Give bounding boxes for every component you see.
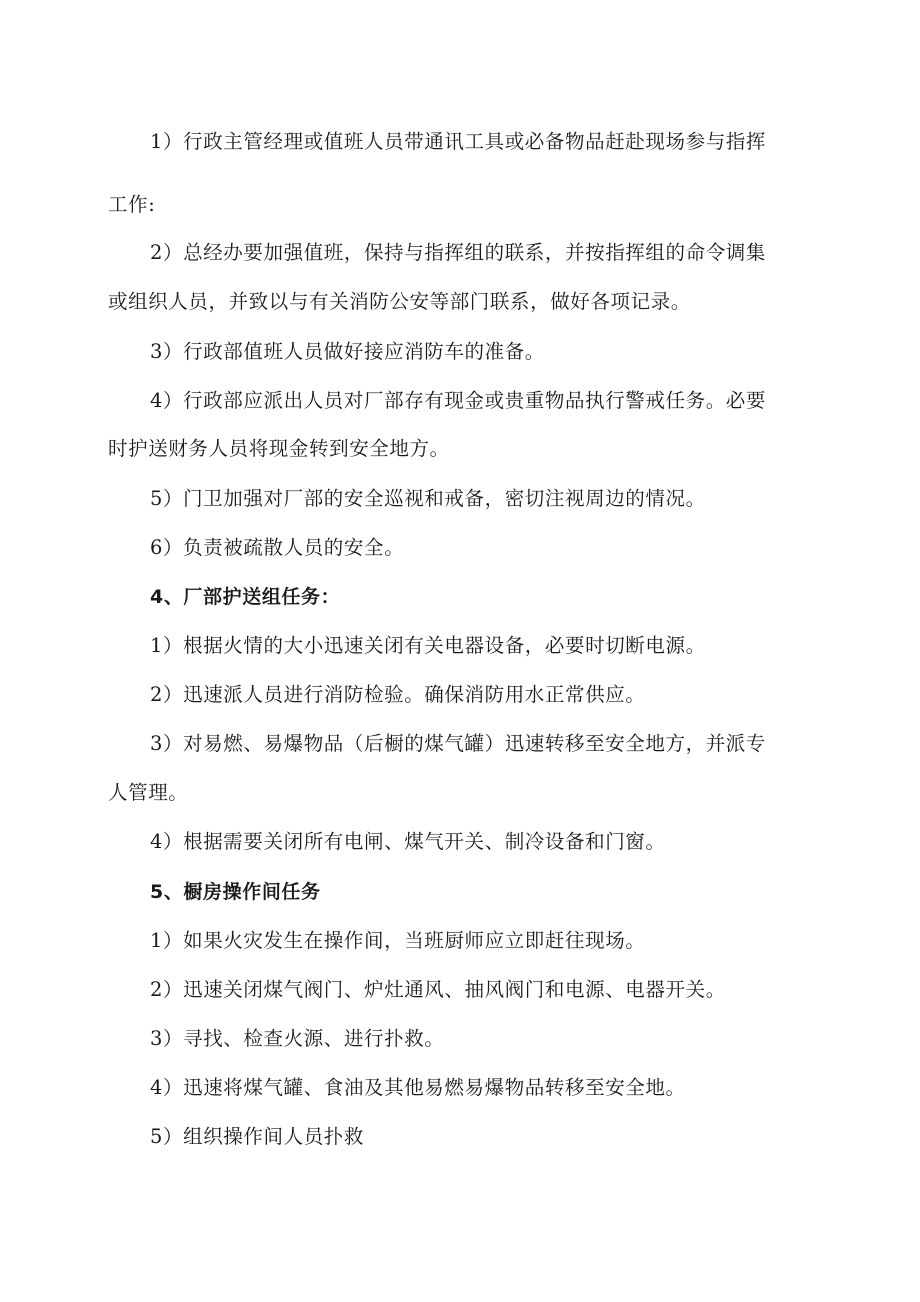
section4-item3-line2: 人管理。 [108, 781, 189, 804]
section3-item3: 3）行政部值班人员做好接应消防车的准备。 [150, 340, 545, 363]
section3-item4-line2: 时护送财务人员将现金转到安全地方。 [108, 437, 450, 460]
section3-item4-line1: 4）行政部应派出人员对厂部存有现金或贵重物品执行警戒任务。必要 [150, 389, 767, 412]
section3-item2-line2: 或组织人员，并致以与有关消防公安等部门联系，做好各项记录。 [108, 290, 691, 313]
section3-item6: 6）负责被疏散人员的安全。 [150, 536, 405, 559]
section3-item5: 5）门卫加强对厂部的安全巡视和戒备，密切注视周边的情况。 [150, 487, 706, 510]
section4-item1: 1）根据火情的大小迅速关闭有关电器设备，必要时切断电源。 [150, 634, 706, 657]
section4-item2: 2）迅速派人员进行消防检验。确保消防用水正常供应。 [150, 683, 646, 706]
section5-item4: 4）迅速将煤气罐、食油及其他易燃易爆物品转移至安全地。 [150, 1076, 686, 1099]
section3-item1-line2: 工作: [108, 193, 156, 216]
section4-heading: 4、厂部护送组任务： [150, 586, 341, 608]
section4-item4: 4）根据需要关闭所有电闸、煤气开关、制冷设备和门窗。 [150, 830, 666, 853]
section5-item2: 2）迅速关闭煤气阀门、炉灶通风、抽风阀门和电源、电器开关。 [150, 978, 726, 1001]
section4-item3-line1: 3）对易燃、易爆物品（后橱的煤气罐）迅速转移至安全地方，并派专 [150, 732, 767, 755]
section5-heading: 5、橱房操作间任务 [150, 881, 321, 903]
section5-item1: 1）如果火灾发生在操作间，当班厨师应立即赶往现场。 [150, 929, 646, 952]
section5-item5: 5）组织操作间人员扑救 [150, 1125, 365, 1148]
section5-item3: 3）寻找、检查火源、进行扑救。 [150, 1027, 445, 1050]
section3-item1-line1: 1）行政主管经理或值班人员带通讯工具或必备物品赶赴现场参与指挥 [150, 130, 767, 153]
section3-item2-line1: 2）总经办要加强值班，保持与指挥组的联系，并按指挥组的命令调集 [150, 241, 767, 264]
